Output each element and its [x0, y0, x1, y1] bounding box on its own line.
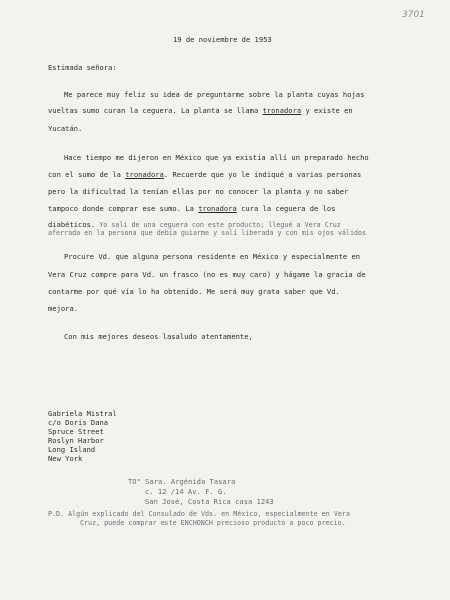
paragraph1-line3: Yucatán.: [48, 124, 83, 133]
paragraph2-inserted-text: Yo salí de una ceguera con este producto; llegué a Vera Cruz: [95, 221, 341, 229]
paragraph1-line2-text: vueltas sumo curan la ceguera. La planta se llama: [48, 106, 263, 115]
paragraph2-line2: [48, 170, 361, 179]
paragraph2-line2-underlined: tronadora: [125, 170, 164, 179]
paragraph1-line1: Me parece muy feliz su idea de preguntarme sobre la planta cuyas hojas: [64, 90, 365, 99]
paragraph1-line2-text-end: y existe en: [301, 106, 353, 115]
postscript-line2: Cruz, puede comprar este ENCHONCH precioso producto a poco precio.: [80, 519, 346, 527]
postscript-line1: P.D. Algún explicado del Consulado de Vds. en México, especialmente en Vera: [48, 510, 350, 518]
sender-town: Roslyn Harbor: [48, 436, 104, 445]
salutation: Estimada señora:: [48, 63, 117, 72]
paragraph1-line2-underlined: tronadora: [262, 106, 302, 115]
paragraph2-line5-text: diabéticos.: [48, 220, 96, 229]
paragraph1-line2: [48, 106, 353, 115]
sender-name: Gabriela Mistral: [48, 409, 117, 418]
paragraph3-line1: Procure Vd. que alguna persona residente en México y especialmente en: [64, 252, 361, 261]
paragraph2-line4-underlined: tronadora: [198, 204, 237, 213]
paragraph2-line4-text-end: cura la ceguera de los: [236, 204, 336, 213]
paragraph3-line4: mejora.: [48, 304, 79, 313]
sender-care-of: c/o Doris Dana: [48, 418, 109, 427]
letter-date: 19 de noviembre de 1953: [173, 35, 272, 44]
paragraph3-line3: contarme por qué vía lo ha obtenido. Me será muy grata saber que Vd.: [48, 287, 340, 296]
closing-line: Con mis mejores deseos lasaludo atentamente,: [64, 332, 253, 341]
sender-region: Long Island: [48, 445, 96, 454]
sender-state: New York: [48, 454, 83, 463]
paragraph2-line3: pero la dificultad la tenían ellas por no conocer la planta y no saber: [48, 187, 349, 196]
paragraph2-line2-text: con el sumo de la: [48, 170, 126, 179]
paragraph2-line2-text-end: . Recuerde que yo le indiqué a varias personas: [163, 170, 362, 179]
recipient-city: San José, Costa Rica casa 1243: [145, 497, 274, 506]
paragraph3-line2: Vera Cruz compre para Vd. un frasco (no es muy caro) y hágame la gracia de: [48, 270, 366, 279]
paragraph2-line1: Hace tiempo me dijeron en México que ya existía allí un preparado hecho: [64, 153, 369, 162]
recipient-name: TO" Sara. Argénida Tasara: [128, 477, 236, 486]
recipient-address: c. 12 /14 Av. F. G.: [145, 487, 227, 496]
archive-number: 3701: [402, 10, 425, 20]
paragraph2-line4-text: tampoco donde comprar ese sumo. La: [48, 204, 199, 213]
paragraph2-line4: [48, 204, 336, 213]
sender-street: Spruce Street: [48, 427, 104, 436]
paragraph2-inserted-text-line2: aferrada en la persona que debía guiarme y salí liberada y con mis ojos válidos: [48, 229, 367, 237]
